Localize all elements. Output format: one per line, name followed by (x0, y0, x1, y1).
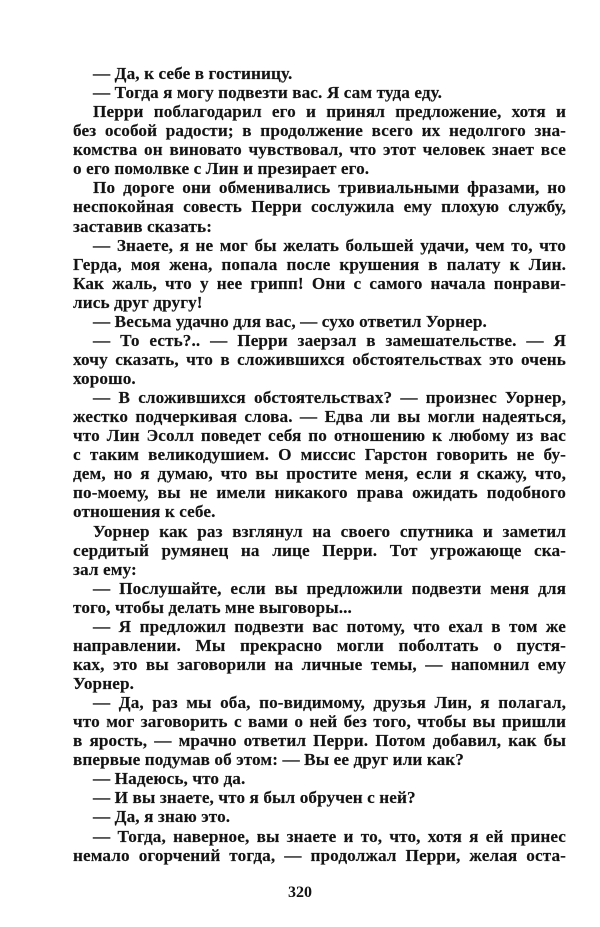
text-line: ках, это вы заговорили на личные темы, — напомнил ему (73, 654, 566, 674)
text-line: в ярость, — мрачно ответил Перри. Потом добавил, как бы (73, 731, 566, 751)
text-line: Герда, моя жена, попала после крушения в палату к Лин. (73, 254, 566, 274)
text-line: комства он виновато чувствовал, что этот человек знает все (73, 140, 566, 160)
text-line: что мог заговорить с вами о ней без того, чтобы вы пришли (73, 712, 566, 732)
text-line: зал ему: (73, 559, 137, 579)
text-line: дем, но я думаю, что вы простите меня, если я скажу, что, (73, 464, 566, 484)
text-line: без особой радости; в продолжение всего их недолгого зна- (73, 121, 566, 141)
text-line: Уорнер. (73, 674, 134, 693)
text-line: по-моему, вы не имели никакого права ожидать подобного (73, 483, 566, 503)
text-line: немало огорчений тогда, — продолжал Перри, желая оста- (73, 845, 566, 865)
text-line: — Послушайте, если вы предложили подвезти меня для (93, 578, 566, 598)
text-line: о его помолвке с Лин и презирает его. (73, 159, 370, 179)
text-line: — Да, я знаю это. (93, 807, 231, 827)
text-line: — Весьма удачно для вас, — сухо ответил Уорнер. (93, 311, 487, 331)
text-line: — То есть?.. — Перри заерзал в замешательстве. — Я (93, 330, 566, 350)
text-line: Как жаль, что у нее грипп! Они с самого начала понрави- (73, 273, 566, 293)
text-line: что Лин Эсолл поведет себя по отношению к любому из вас (73, 426, 566, 446)
text-line: — Да, раз мы оба, по-видимому, друзья Лин, я полагал, (93, 693, 566, 713)
text-line: — Надеюсь, что да. (93, 769, 246, 789)
page-number: 320 (288, 884, 312, 901)
text-line: заставив сказать: (73, 216, 213, 236)
text-line: — Тогда я могу подвезти вас. Я сам туда еду. (93, 83, 443, 103)
text-line: отношения к себе. (73, 502, 216, 522)
text-line: направлении. Мы прекрасно могли поболтать о пустя- (73, 635, 566, 655)
text-line: — Да, к себе в гостиницу. (93, 64, 293, 83)
text-line: неспокойная совесть Перри сослужила ему плохую службу, (73, 197, 566, 217)
text-line: с таким великодушием. О миссис Гарстон говорить не бу- (73, 445, 566, 465)
text-line: впервые подумав об этом: — Вы ее друг или как? (73, 750, 464, 770)
book-page-text (73, 64, 566, 865)
text-line: — Тогда, наверное, вы знаете и то, что, хотя я ей принес (93, 826, 566, 846)
text-line: — И вы знаете, что я был обручен с ней? (93, 788, 416, 808)
text-line: сердитый румянец на лице Перри. Тот угрожающе ска- (73, 540, 566, 560)
text-line: хочу сказать, что в сложившихся обстоятельствах это очень (73, 349, 566, 369)
text-line: — Я предложил подвезти вас потому, что ехал в том же (93, 616, 566, 636)
text-line: — В сложившихся обстоятельствах? — произнес Уорнер, (93, 388, 566, 408)
text-line: — Знаете, я не мог бы желать большей удачи, чем то, что (93, 235, 566, 255)
text-line: Перри поблагодарил его и принял предложение, хотя и (93, 102, 566, 122)
text-line: жестко подчеркивая слова. — Едва ли вы могли надеяться, (73, 407, 566, 427)
text-line: того, чтобы делать мне выговоры... (73, 597, 352, 617)
text-line: лись друг другу! (73, 292, 203, 312)
text-line: хорошо. (73, 369, 136, 388)
text-line: Уорнер как раз взглянул на своего спутника и заметил (93, 521, 566, 541)
text-line: По дороге они обменивались тривиальными фразами, но (93, 178, 566, 198)
